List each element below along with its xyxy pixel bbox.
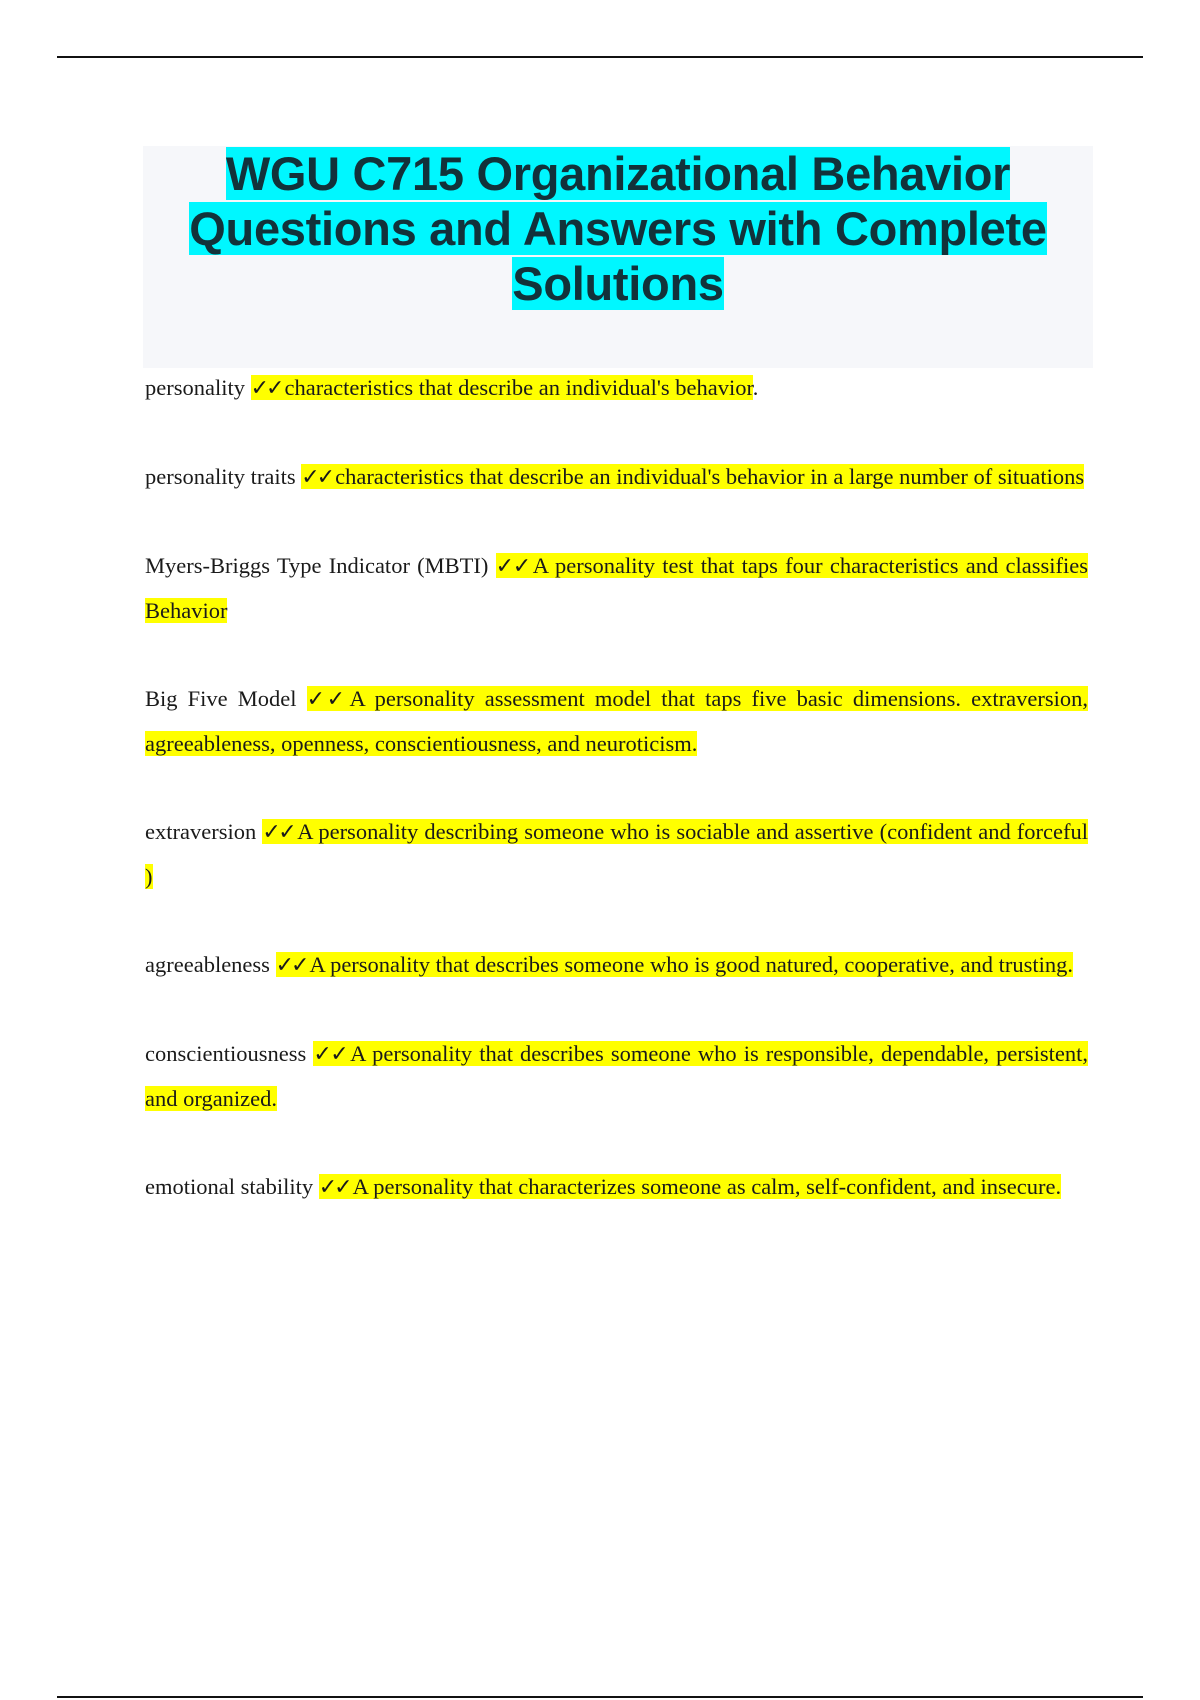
entry-answer: A personality that describes someone who is responsible, dependable, persistent, and organized. — [145, 1041, 1088, 1111]
qa-entry — [145, 366, 1088, 411]
qa-entry — [145, 810, 1088, 899]
header-rule — [57, 56, 1143, 58]
entry-term: extraversion — [145, 819, 257, 844]
entry-answer-highlight — [276, 952, 1073, 977]
entry-answer: A personality that describes someone who is good natured, cooperative, and trusting. — [309, 952, 1074, 977]
entry-answer-highlight — [251, 375, 753, 400]
footer-rule — [57, 1696, 1143, 1698]
entry-answer-highlight — [301, 464, 1084, 489]
entry-term: Myers-Briggs Type Indicator (MBTI) — [145, 553, 489, 578]
document-title — [143, 146, 1093, 311]
entry-answer: A personality describing someone who is sociable and assertive (confident and forceful ) — [145, 819, 1089, 889]
entry-term: personality traits — [145, 464, 296, 489]
entry-trail: . — [752, 375, 759, 400]
entry-term: conscientiousness — [145, 1041, 307, 1066]
entry-answer-highlight — [319, 1174, 1061, 1199]
check-mark-icon: ✓✓ — [495, 554, 530, 579]
qa-entry — [145, 455, 1088, 500]
document-title-text: WGU C715 Organizational Behavior Questions and Answers with Complete Solutions — [189, 147, 1047, 310]
check-mark-icon: ✓✓ — [301, 465, 333, 490]
title-block — [143, 146, 1093, 368]
entry-answer: characteristics that describe an individual's behavior — [284, 375, 753, 400]
qa-entry — [145, 677, 1088, 766]
qa-entry — [145, 544, 1088, 633]
qa-entry — [145, 1165, 1088, 1210]
qa-list — [145, 366, 1088, 1254]
entry-term: personality — [145, 375, 245, 400]
check-mark-icon: ✓✓ — [262, 820, 295, 845]
check-mark-icon: ✓✓ — [275, 953, 307, 978]
entry-term: Big Five Model — [145, 686, 297, 711]
qa-entry — [145, 1032, 1088, 1121]
entry-answer-highlight — [145, 819, 1088, 889]
entry-answer: characteristics that describe an individual's behavior in a large number of situations — [335, 464, 1085, 489]
entry-term: agreeableness — [145, 952, 270, 977]
check-mark-icon: ✓✓ — [250, 376, 282, 401]
qa-entry — [145, 943, 1088, 988]
check-mark-icon: ✓✓ — [318, 1175, 350, 1200]
entry-answer: A personality assessment model that taps five basic dimensions. extraversion, agreeableness, openness, conscientiousness, and neuroticism. — [145, 686, 1088, 756]
check-mark-icon: ✓✓ — [306, 687, 347, 712]
entry-term: emotional stability — [145, 1174, 314, 1199]
entry-answer: A personality test that taps four characteristics and classifies Behavior — [145, 553, 1088, 623]
check-mark-icon: ✓✓ — [313, 1042, 348, 1067]
entry-answer: A personality that characterizes someone as calm, self-confident, and insecure. — [352, 1174, 1062, 1199]
